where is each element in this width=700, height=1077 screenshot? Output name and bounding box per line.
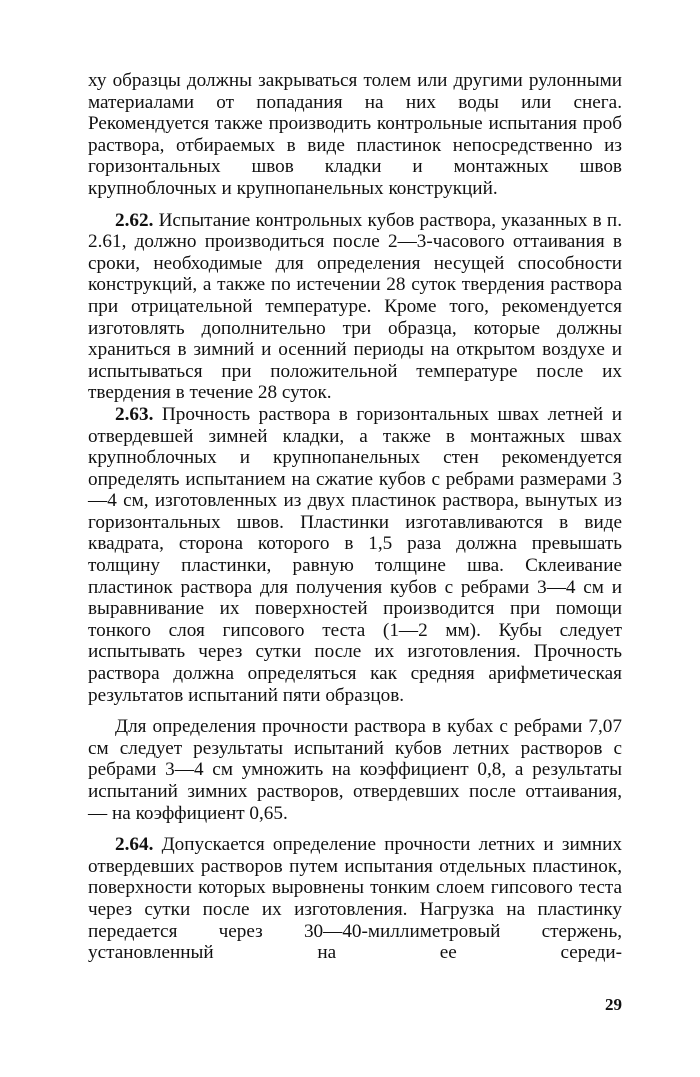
paragraph-text: Прочность раствора в горизонтальных швах летней и отвердевшей зимней кладки, а также в монтажных швах крупноблочных и крупнопанельных стен рекомендуется определять испытанием на сжатие кубов с ребрами размерами 3—4 см, изготовленных из двух пластинок раствора, вынутых из горизонтальных швов. Пластинки изготавливаются в виде квадрата, сторона которого в 1,5 раза должна превышать толщину пластинки, равную толщине шва. Склеивание пластинок раствора для получения кубов с ребрами 3—4 см и выравнивание их поверхностей производится при помощи тонкого слоя гипсового теста (1—2 мм). Кубы следует испытывать через сутки после их изготовления. Прочность раствора должна определяться как средняя арифметическая результатов испытаний пяти образцов. (88, 403, 622, 706)
paragraph-text: Для определения прочности раствора в кубах с ребрами 7,07 см следует результаты испытаний кубов летних растворов с ребрами 3—4 см умножить на коэффициент 0,8, а результаты испытаний зимних растворов, отвердевших после оттаивания, — на коэффициент 0,65. (88, 716, 622, 824)
section-number: 2.64. (115, 834, 154, 856)
paragraph-coefficients (88, 716, 622, 824)
paragraph-2-62 (88, 210, 622, 404)
paragraph-2-64 (88, 834, 622, 964)
page-number: 29 (605, 995, 622, 1014)
section-number: 2.62. (115, 209, 154, 231)
paragraph-2-63 (88, 404, 622, 706)
section-number: 2.63. (115, 403, 154, 425)
paragraph-text: Допускается определение прочности летних и зимних отвердевших растворов путем испытания отдельных пластинок, поверхности которых выровнены тонким слоем гипсового теста через сутки после их изготовления. Нагрузка на пластинку передается через 30—40-миллиметровый стержень, установленный на ее середи- (88, 834, 623, 964)
page-body (88, 70, 622, 964)
paragraph-continuation (88, 70, 622, 200)
paragraph-text: ху образцы должны закрываться толем или другими рулонными материалами от попадания на них воды или снега. Рекомендуется также производить контрольные испытания проб раствора, отбираемых в виде пластинок непосредственно из горизонтальных швов кладки и монтажных швов крупноблочных и крупнопанельных конструкций. (88, 70, 622, 199)
paragraph-text: Испытание контрольных кубов раствора, указанных в п. 2.61, должно производиться после 2—3-часового оттаивания в сроки, необходимые для определения несущей способности конструкций, а также по истечении 28 суток твердения раствора при отрицательной температуре. Кроме того, рекомендуется изготовлять дополнительно три образца, которые должны храниться в зимний и осенний периоды на открытом воздухе и испытываться при положительной температуре после их твердения в течение 28 суток. (88, 209, 622, 404)
